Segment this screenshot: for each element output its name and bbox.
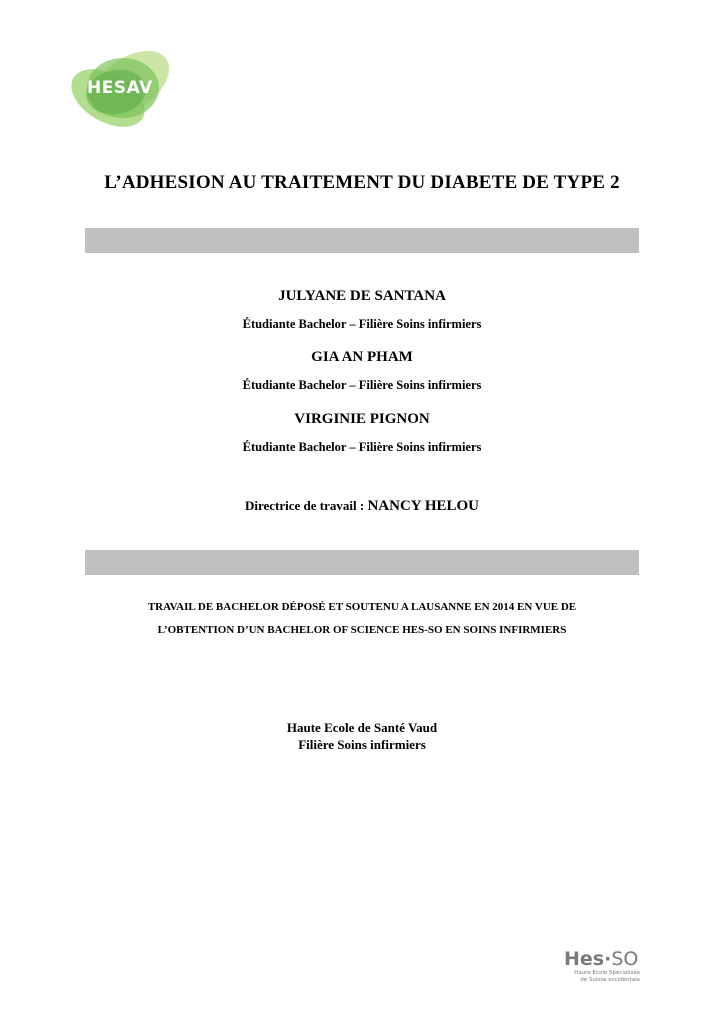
author-1-role: Étudiante Bachelor – Filière Soins infirmiers bbox=[242, 317, 482, 331]
hes-so-tagline bbox=[574, 970, 640, 983]
author-2-role: Étudiante Bachelor – Filière Soins infirmiers bbox=[242, 378, 482, 392]
logo-text: HESAV bbox=[87, 78, 153, 98]
hes-so-tagline-2: de Suisse occidentale bbox=[580, 976, 640, 983]
top-divider-bar bbox=[85, 228, 639, 253]
director-label: Directrice de travail : bbox=[244, 498, 368, 513]
author-3-role: Étudiante Bachelor – Filière Soins infirmiers bbox=[242, 440, 482, 454]
hes-so-wordmark bbox=[564, 948, 638, 970]
hes-so-word-dot: · bbox=[604, 948, 612, 970]
hesav-logo bbox=[68, 40, 178, 138]
hes-so-logo bbox=[560, 948, 642, 984]
director-line bbox=[0, 497, 724, 515]
document-title: L’ADHESION AU TRAITEMENT DU DIABETE DE TYPE 2 bbox=[104, 172, 620, 193]
school-program: Filière Soins infirmiers bbox=[298, 737, 426, 752]
director-name: NANCY HELOU bbox=[367, 498, 480, 514]
bottom-divider-bar bbox=[85, 550, 639, 575]
author-2-name: GIA AN PHAM bbox=[311, 349, 413, 365]
author-3-name: VIRGINIE PIGNON bbox=[294, 411, 430, 427]
thesis-statement-line-2: L’OBTENTION D’UN BACHELOR OF SCIENCE HES-SO EN SOINS INFIRMIERS bbox=[157, 624, 567, 636]
school-name: Haute Ecole de Santé Vaud bbox=[286, 720, 438, 735]
hes-so-word-bold: Hes bbox=[564, 948, 605, 970]
author-1-name: JULYANE DE SANTANA bbox=[278, 288, 446, 304]
hes-so-tagline-1: Haute Ecole Spécialisée bbox=[574, 970, 640, 976]
hes-so-word-rest: SO bbox=[611, 948, 639, 970]
thesis-statement-line-1: TRAVAIL DE BACHELOR DÉPOSÉ ET SOUTENU A LAUSANNE EN 2014 EN VUE DE bbox=[147, 601, 577, 613]
